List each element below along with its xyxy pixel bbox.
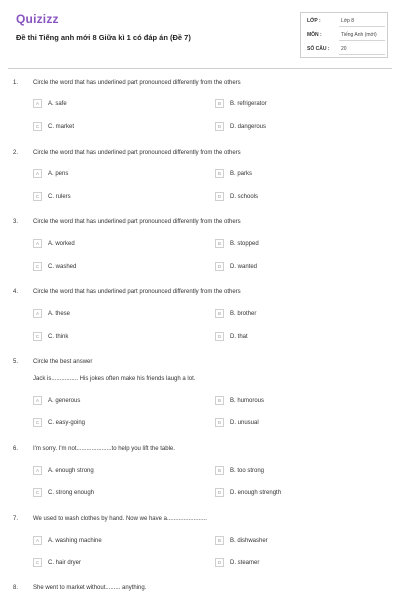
question-number: 6. [13, 446, 19, 452]
option-label: B. dishwasher [230, 537, 268, 544]
option-letter-box: D [215, 192, 224, 201]
quizizz-logo: Quizizz [16, 12, 59, 26]
option-label: C. rulers [48, 193, 71, 200]
option-label: A. pens [48, 170, 69, 177]
option-label: D. dangerous [230, 123, 267, 130]
option-label: B. brother [230, 310, 257, 317]
option-label: A. generous [48, 397, 81, 404]
question-number: 4. [13, 289, 19, 295]
option-label: A. these [48, 310, 71, 317]
question-text: Circle the word that has underlined part pronounced differently from the others [33, 289, 241, 295]
header-divider [8, 68, 392, 69]
option-label: B. stopped [230, 240, 259, 247]
option-letter-box: D [215, 332, 224, 341]
question-text: I'm sorry. I'm not.....................to help you lift the table. [33, 446, 175, 452]
option-letter-box: D [215, 418, 224, 427]
option-label: D. enough strength [230, 489, 282, 496]
option-letter-box: D [215, 122, 224, 131]
option-letter-box: C [33, 262, 42, 271]
question-number: 7. [13, 516, 19, 522]
option-label: A. washing machine [48, 537, 102, 544]
option-label: C. washed [48, 263, 77, 270]
option-label: D. that [230, 333, 248, 340]
option-letter-box: C [33, 488, 42, 497]
option-label: C. think [48, 333, 69, 340]
option-label: B. too strong [230, 467, 265, 474]
option-letter-box: A [33, 396, 42, 405]
question-text: Circle the word that has underlined part pronounced differently from the others [33, 150, 241, 156]
option-label: D. unusual [230, 419, 259, 426]
option-letter-box: B [215, 309, 224, 318]
option-label: A. worked [48, 240, 75, 247]
option-letter-box: B [215, 396, 224, 405]
meta-row-subject [307, 32, 387, 44]
option-letter-box: B [215, 169, 224, 178]
meta-underline [339, 26, 385, 27]
question-number: 5. [13, 359, 19, 365]
question-number: 3. [13, 219, 19, 225]
question-text: We used to wash clothes by hand. Now we have a........................ [33, 516, 207, 522]
question-text: Circle the best answer [33, 359, 93, 365]
option-letter-box: D [215, 262, 224, 271]
option-label: A. safe [48, 100, 67, 107]
option-label: B. humorous [230, 397, 265, 404]
meta-underline [339, 40, 385, 41]
meta-value: 20 [341, 46, 347, 52]
meta-underline [339, 54, 385, 55]
option-label: B. refrigerator [230, 100, 267, 107]
question-number: 8. [13, 585, 19, 591]
option-label: A. enough strong [48, 467, 94, 474]
option-letter-box: C [33, 332, 42, 341]
meta-value: Tiếng Anh (mới) [341, 32, 377, 38]
meta-row-class [307, 18, 387, 30]
option-label: D. schools [230, 193, 259, 200]
option-label: D. steamer [230, 559, 260, 566]
option-letter-box: D [215, 558, 224, 567]
option-letter-box: A [33, 536, 42, 545]
option-letter-box: C [33, 558, 42, 567]
option-letter-box: A [33, 239, 42, 248]
question-text: Circle the word that has underlined part pronounced differently from the others [33, 219, 241, 225]
meta-row-count [307, 46, 387, 58]
meta-value: Lớp 8 [341, 18, 355, 24]
option-label: C. strong enough [48, 489, 95, 496]
option-letter-box: C [33, 418, 42, 427]
option-letter-box: A [33, 99, 42, 108]
option-label: D. wanted [230, 263, 258, 270]
option-letter-box: A [33, 309, 42, 318]
option-letter-box: B [215, 239, 224, 248]
option-letter-box: B [215, 466, 224, 475]
option-label: B. parks [230, 170, 253, 177]
option-label: C. market [48, 123, 75, 130]
option-letter-box: D [215, 488, 224, 497]
option-letter-box: C [33, 192, 42, 201]
meta-info-box [300, 12, 388, 58]
question-text: Circle the word that has underlined part pronounced differently from the others [33, 80, 241, 86]
option-label: C. easy-going [48, 419, 86, 426]
question-number: 2. [13, 150, 19, 156]
document-title: Đề thi Tiếng anh mới 8 Giữa kì 1 có đáp án (Đề 7) [16, 33, 191, 42]
question-number: 1. [13, 80, 19, 86]
option-label: C. hair dryer [48, 559, 82, 566]
meta-key: MÔN : [307, 32, 322, 38]
meta-key: LỚP : [307, 18, 321, 24]
option-letter-box: A [33, 466, 42, 475]
meta-key: SỐ CÂU : [307, 46, 330, 52]
option-letter-box: C [33, 122, 42, 131]
question-subtext: Jack is................ His jokes often make his friends laugh a lot. [33, 376, 196, 382]
option-letter-box: B [215, 536, 224, 545]
question-text: She went to market without......... anything. [33, 585, 147, 591]
option-letter-box: B [215, 99, 224, 108]
option-letter-box: A [33, 169, 42, 178]
